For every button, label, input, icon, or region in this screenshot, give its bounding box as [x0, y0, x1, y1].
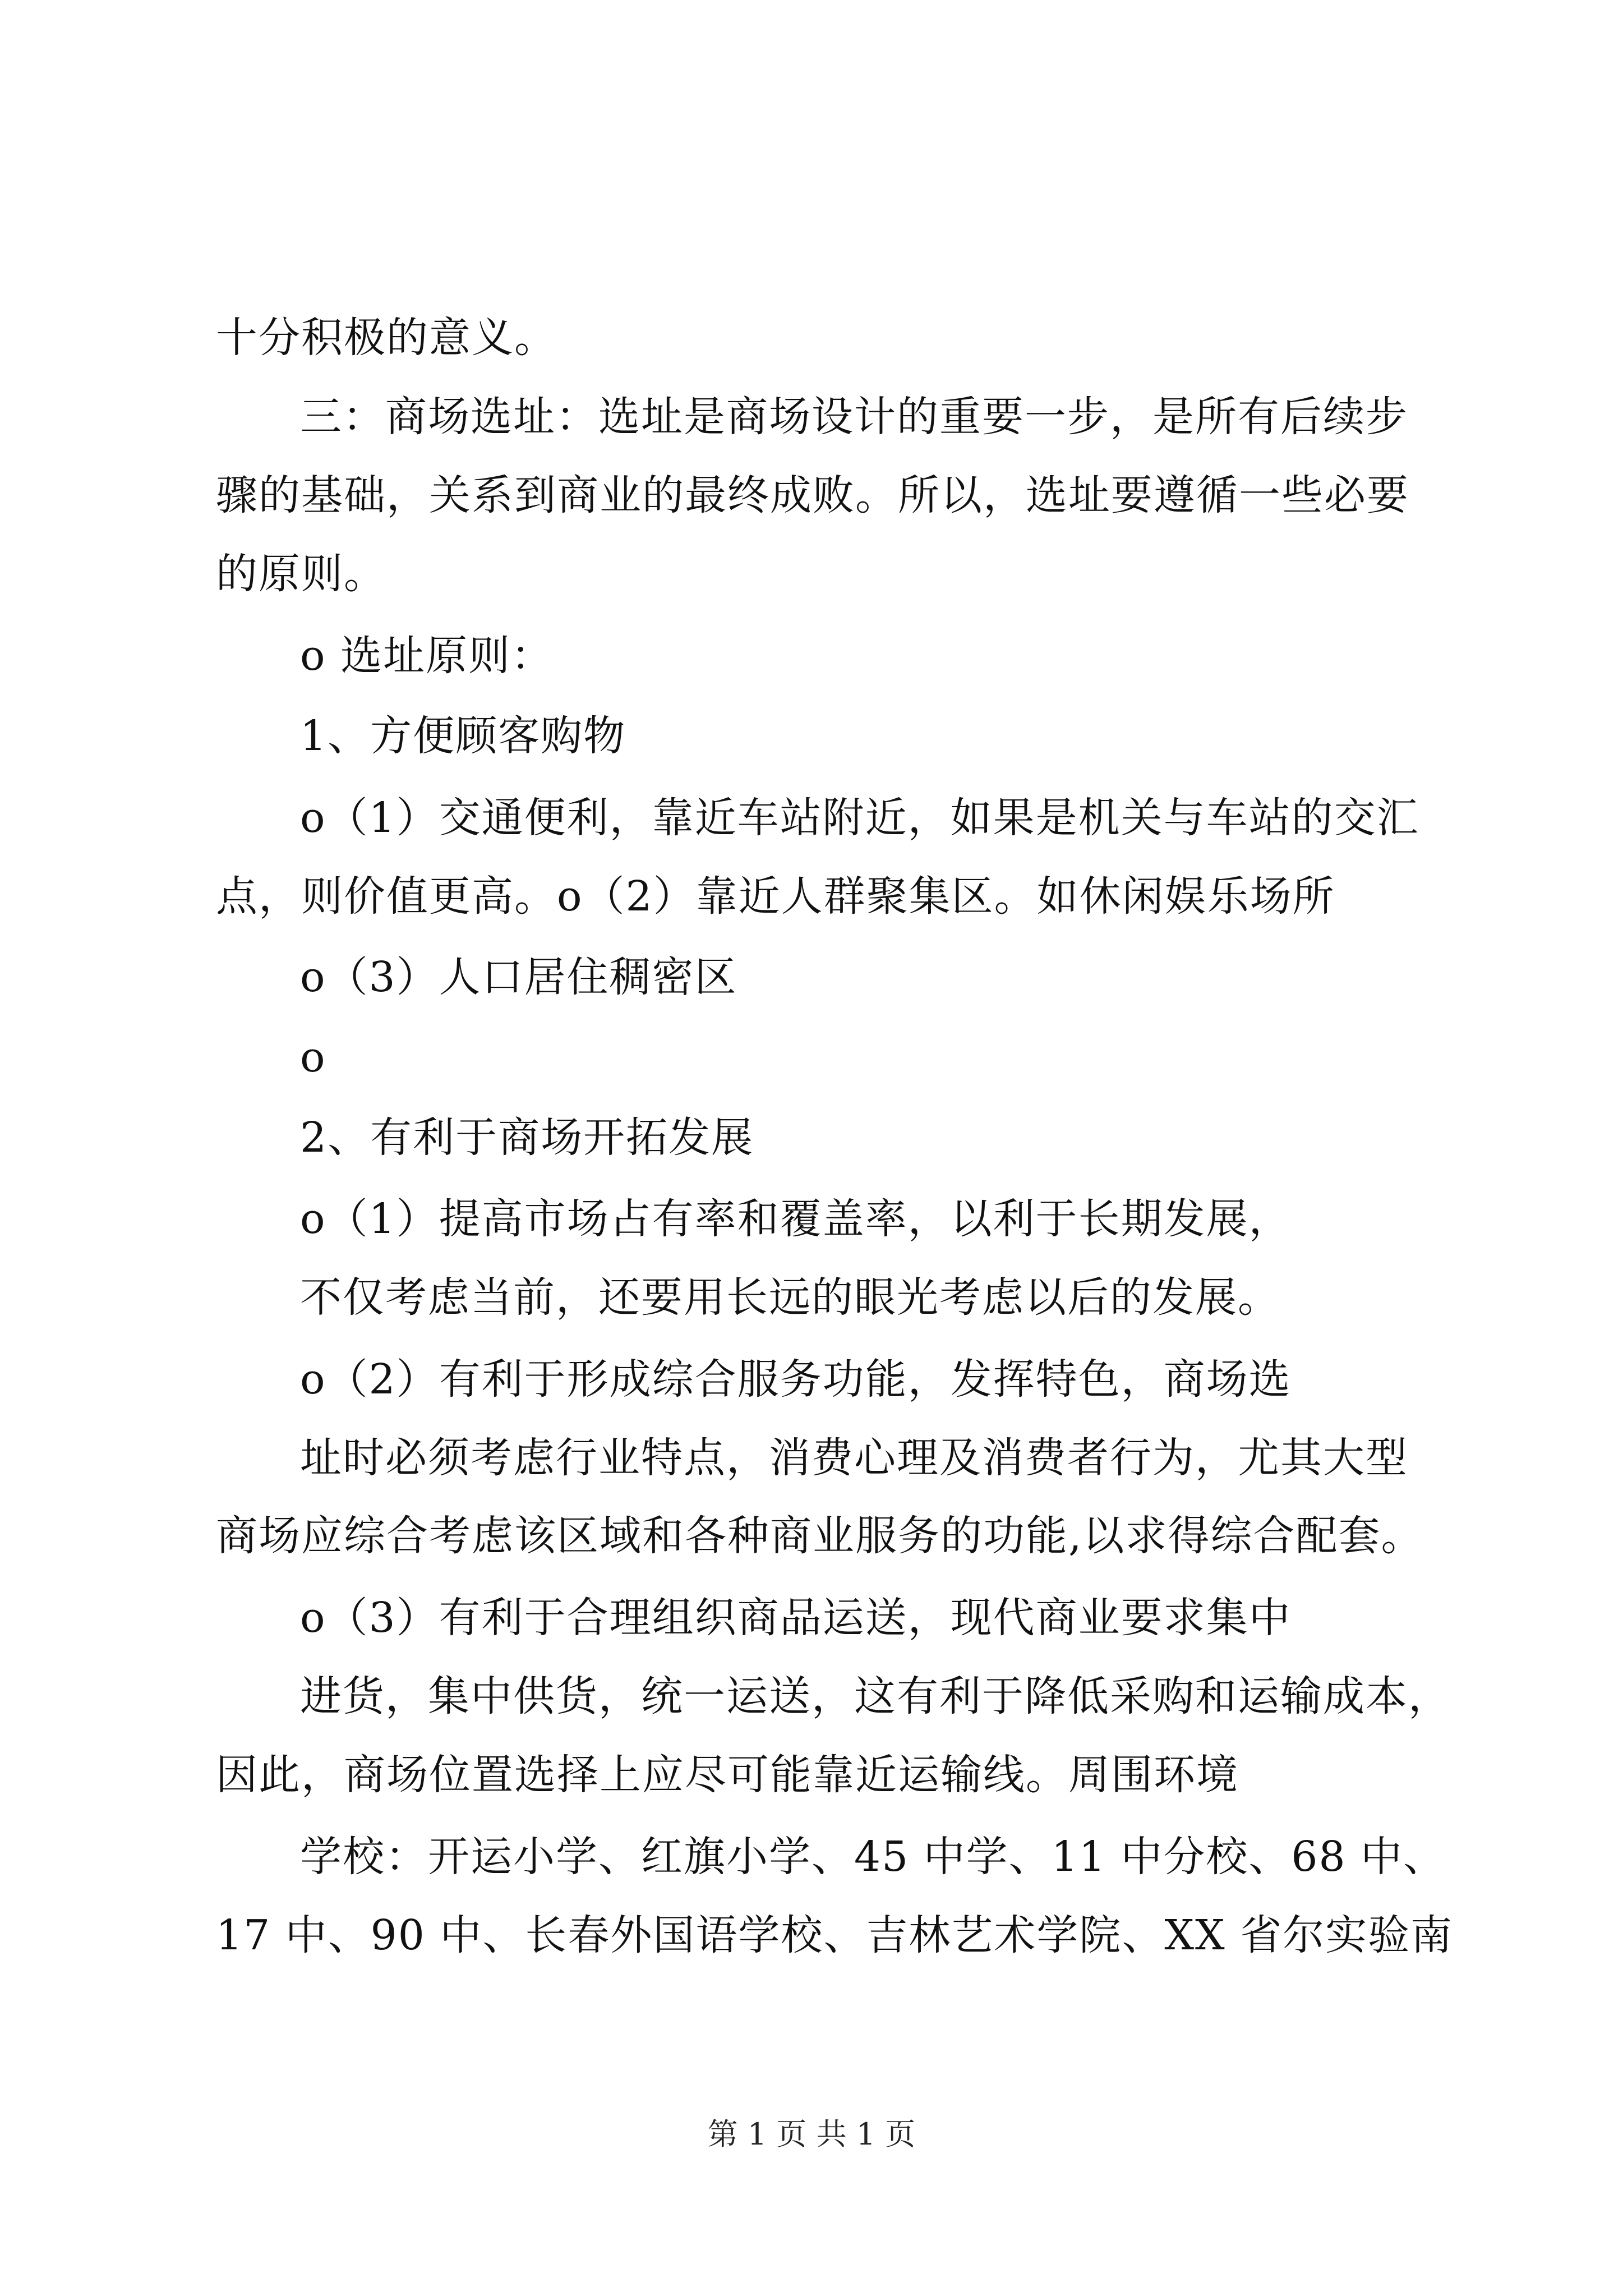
paragraph-line: o	[300, 1033, 326, 1082]
paragraph-line: o（3）有利于合理组织商品运送，现代商业要求集中	[300, 1594, 1292, 1642]
paragraph-line: o（2）有利于形成综合服务功能，发挥特色，商场选	[300, 1355, 1292, 1404]
paragraph-line: 进货，集中供货，统一运送，这有利于降低采购和运输成本，	[300, 1672, 1451, 1720]
paragraph-line: 的原则。	[216, 550, 386, 598]
paragraph-line: o（3）人口居住稠密区	[300, 953, 737, 1001]
paragraph-line: 十分积极的意义。	[216, 314, 557, 362]
paragraph-line: 商场应综合考虑该区域和各种商业服务的功能,以求得综合配套。	[216, 1512, 1424, 1560]
page-number-label: 第 1 页 共 1 页	[707, 2116, 916, 2152]
paragraph-line: o（1）交通便利，靠近车站附近，如果是机关与车站的交汇	[300, 794, 1419, 842]
paragraph-line: 不仅考虑当前，还要用长远的眼光考虑以后的发展。	[300, 1273, 1280, 1322]
paragraph-line: 点，则价值更高。o（2）靠近人群聚集区。如休闲娱乐场所	[216, 872, 1335, 921]
paragraph-line: o（1）提高市场占有率和覆盖率，以利于长期发展，	[300, 1195, 1292, 1243]
paragraph-line: 1、方便顾客购物	[300, 712, 626, 760]
paragraph-line: 骤的基础，关系到商业的最终成败。所以，选址要遵循一些必要	[216, 471, 1409, 519]
paragraph-line: 2、有利于商场开拓发展	[300, 1114, 754, 1162]
paragraph-line: 三：商场选址：选址是商场设计的重要一步，是所有后续步	[300, 393, 1408, 441]
paragraph-line: 址时必须考虑行业特点，消费心理及消费者行为，尤其大型	[300, 1434, 1408, 1482]
paragraph-line: o 选址原则：	[300, 632, 554, 680]
paragraph-line: 学校：开运小学、红旗小学、45 中学、11 中分校、68 中、	[300, 1833, 1446, 1881]
paragraph-line: 因此，商场位置选择上应尽可能靠近运输线。周围环境	[216, 1751, 1239, 1799]
page-footer	[0, 2115, 1623, 2154]
paragraph-line: 17 中、90 中、长春外国语学校、吉林艺术学院、XX 省尔实验南	[216, 1911, 1454, 1959]
